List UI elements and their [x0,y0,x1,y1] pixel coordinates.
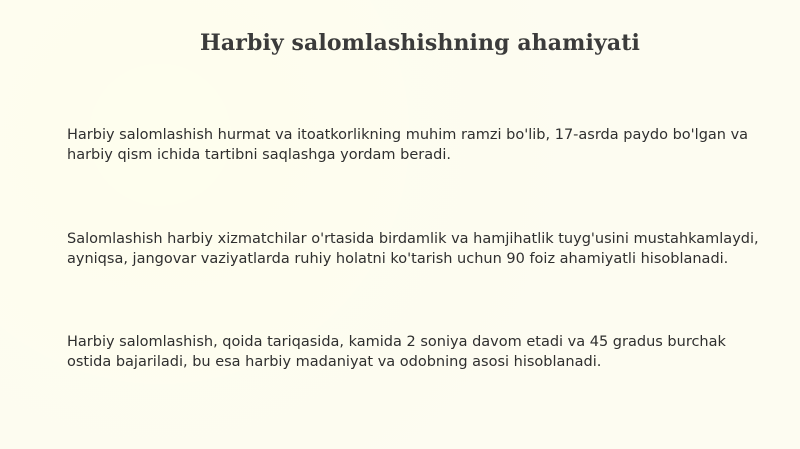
paragraph-unity: Salomlashish harbiy xizmatchilar o'rtasida birdamlik va hamjihatlik tuyg'usini mustahkamlaydi, ayniqsa, jangovar vaziyatlarda ruhiy holatni ko'tarish uchun 90 foiz ahamiyatli hisoblanadi. [67,231,759,267]
paragraph-rules: Harbiy salomlashish, qoida tariqasida, kamida 2 soniya davom etadi va 45 gradus burchak ostida bajariladi, bu esa harbiy madaniyat va odobning asosi hisoblanadi. [67,334,726,370]
slide-title: Harbiy salomlashishning ahamiyati [200,30,640,56]
paragraph-history: Harbiy salomlashish hurmat va itoatkorlikning muhim ramzi bo'lib, 17-asrda paydo bo'lgan va harbiy qism ichida tartibni saqlashga yordam beradi. [67,127,749,163]
